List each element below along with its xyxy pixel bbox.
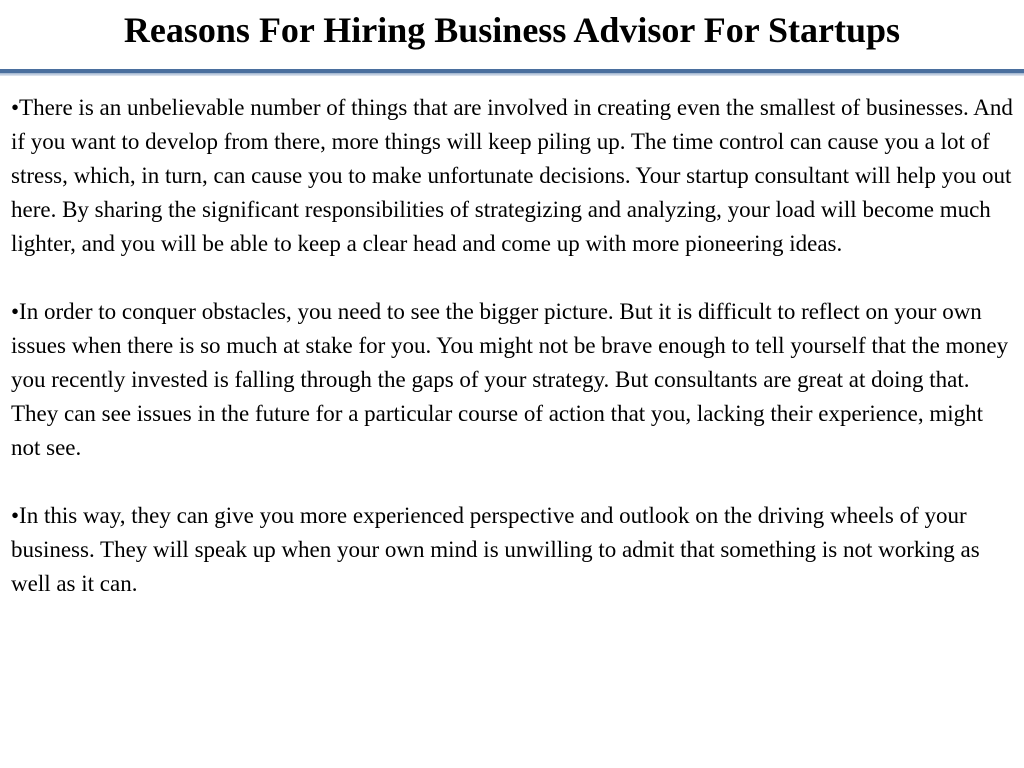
bullet-paragraph-1: •There is an unbelievable number of things that are involved in creating even the smallest of businesses. And if you want to develop from there, more things will keep piling up. The time control can cause you a lot of stress, which, in turn, can cause you to make unfortunate decisions. Your startup consultant will help you out here. By sharing the significant responsibilities of strategizing and analyzing, your load will become much lighter, and you will be able to keep a clear head and come up with more pioneering ideas. [11,95,1013,256]
title-divider [0,69,1024,78]
slide-body [11,91,1017,635]
bullet-paragraph-3: •In this way, they can give you more experienced perspective and outlook on the driving wheels of your business. They will speak up when your own mind is unwilling to admit that something is not working as well as it can. [11,503,980,596]
title-divider-shadow [0,73,1024,76]
bullet-paragraph-2: •In order to conquer obstacles, you need to see the bigger picture. But it is difficult to reflect on your own issues when there is so much at stake for you. You might not be brave enough to tell yourself that the money you recently invested is falling through the gaps of your strategy. But consultants are great at doing that. They can see issues in the future for a particular course of action that you, lacking their experience, might not see. [11,299,1009,460]
slide-title: Reasons For Hiring Business Advisor For Startups [123,10,901,50]
